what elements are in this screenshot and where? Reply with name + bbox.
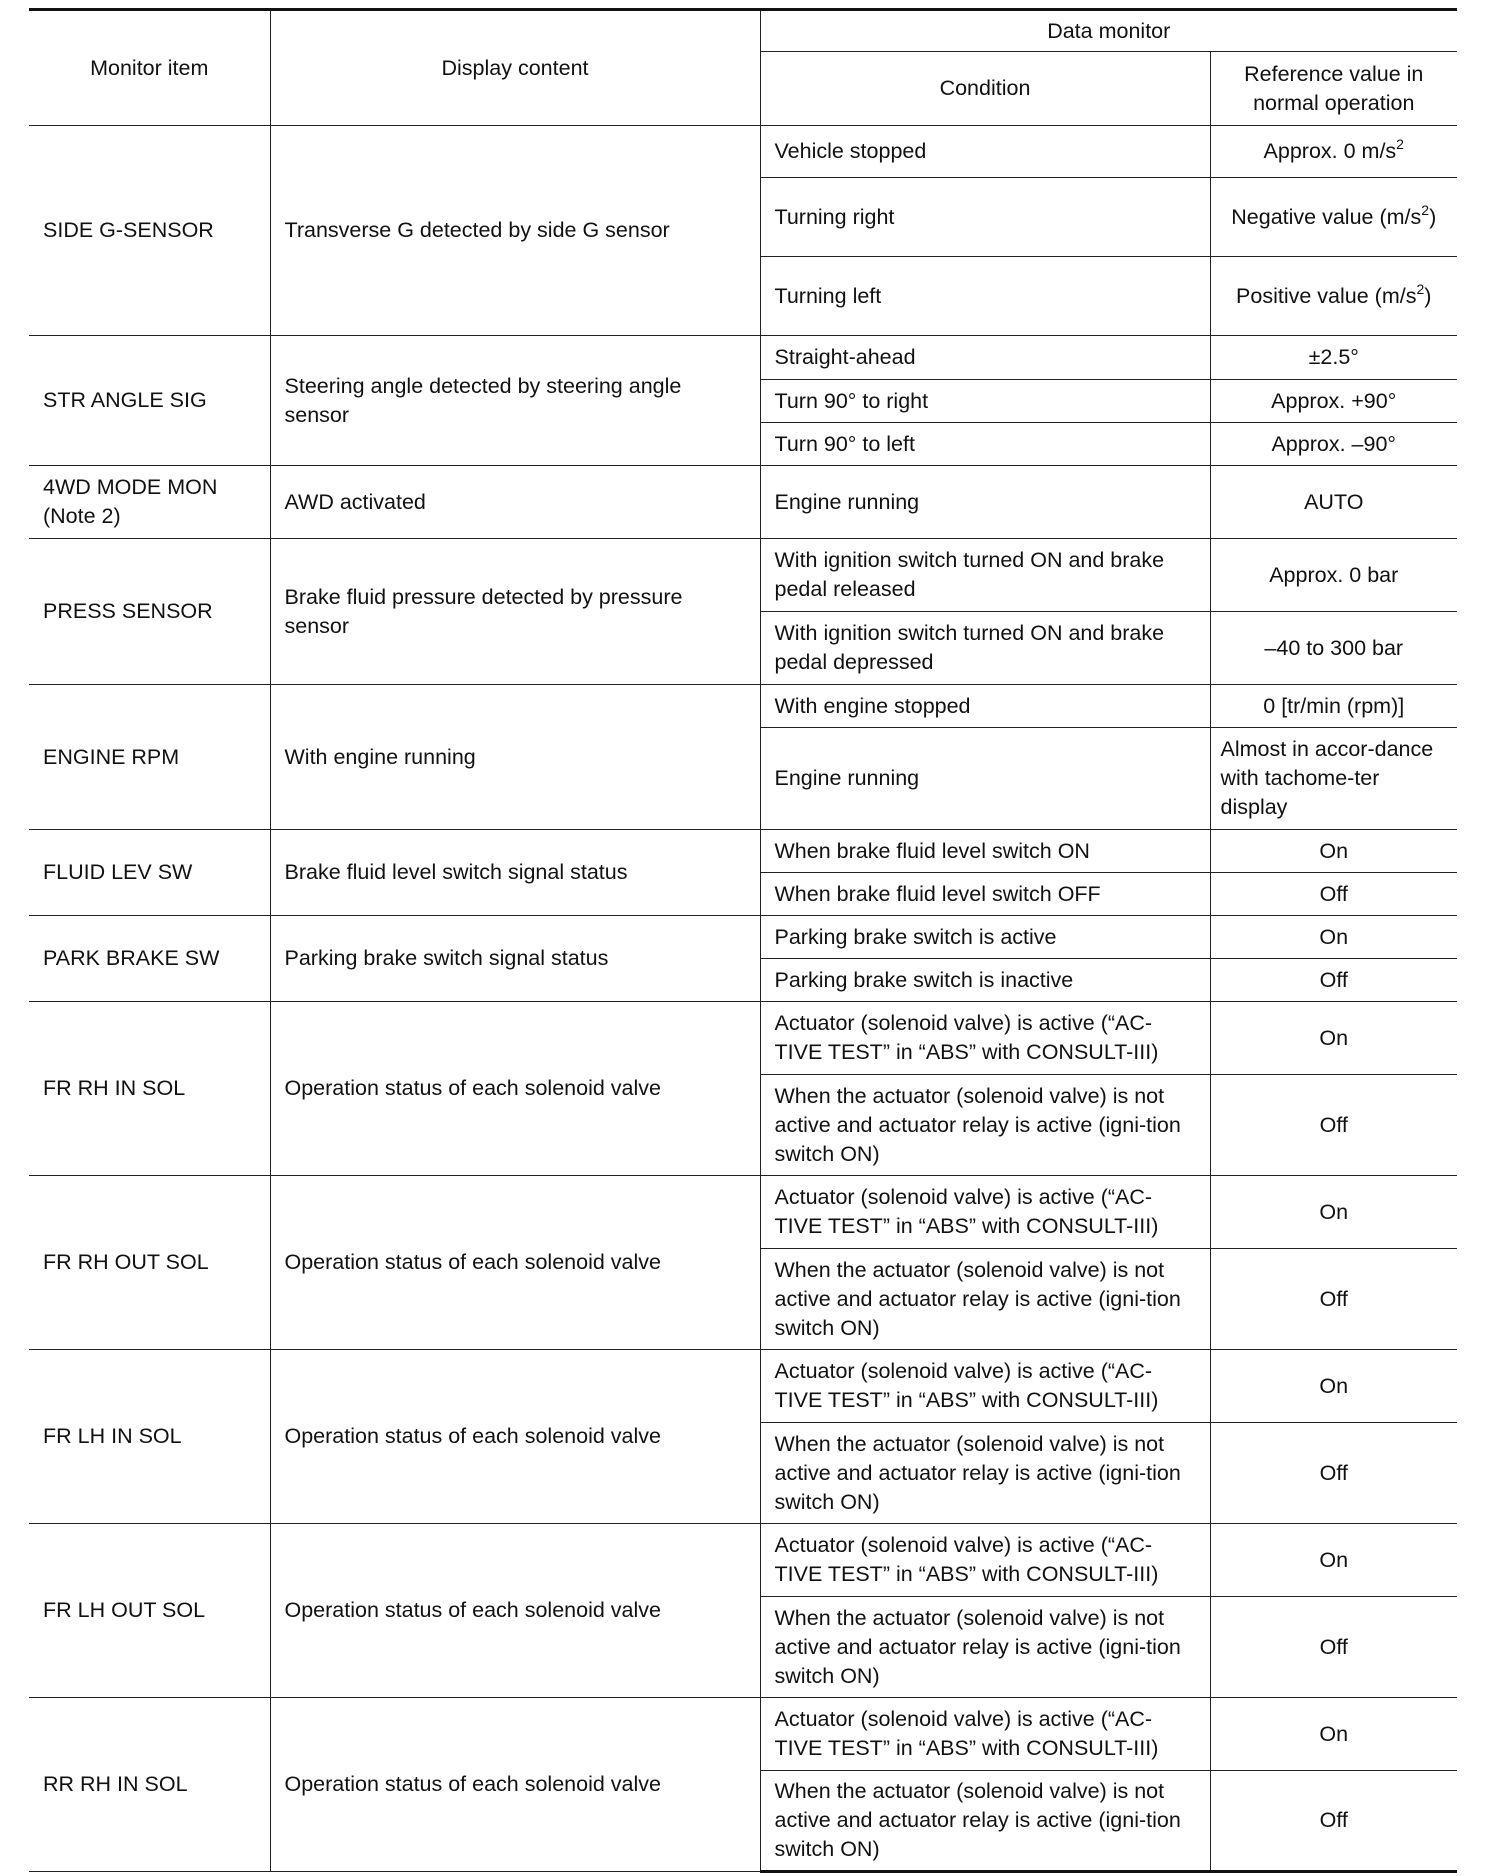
condition-cell: Turning left: [760, 257, 1210, 336]
reference-value-cell: Almost in accor-dance with tachome-ter display: [1210, 728, 1457, 830]
condition-cell: When the actuator (solenoid valve) is not active and actuator relay is active (igni-tion switch ON): [760, 1423, 1210, 1524]
table-row: [29, 466, 1457, 539]
table-row: [29, 539, 1457, 612]
reference-value-cell: 0 [tr/min (rpm)]: [1210, 685, 1457, 728]
display-content-cell: Operation status of each solenoid valve: [270, 1176, 760, 1350]
header-data-monitor: Data monitor: [760, 10, 1457, 52]
reference-value-cell: Approx. –90°: [1210, 423, 1457, 466]
condition-cell: Straight-ahead: [760, 336, 1210, 380]
reference-value-cell: On: [1210, 916, 1457, 959]
table-row: [29, 1350, 1457, 1423]
reference-value-cell: –40 to 300 bar: [1210, 612, 1457, 685]
table-row: [29, 336, 1457, 380]
condition-cell: Parking brake switch is active: [760, 916, 1210, 959]
condition-cell: When the actuator (solenoid valve) is not active and actuator relay is active (igni-tion switch ON): [760, 1075, 1210, 1176]
condition-cell: Vehicle stopped: [760, 126, 1210, 178]
reference-value-cell: Negative value $(m/s^2)$: [1210, 178, 1457, 257]
reference-value-cell: Approx. 0 $m/s^2$: [1210, 126, 1457, 178]
condition-cell: Turn 90° to left: [760, 423, 1210, 466]
condition-cell: With ignition switch turned ON and brake pedal released: [760, 539, 1210, 612]
monitor-item-cell: STR ANGLE SIG: [29, 336, 270, 466]
display-content-cell: Brake fluid pressure detected by pressure sensor: [270, 539, 760, 685]
monitor-item-cell: ENGINE RPM: [29, 685, 270, 830]
table-row: [29, 1002, 1457, 1075]
reference-value-cell: ±2.5°: [1210, 336, 1457, 380]
reference-value-cell: Approx. 0 bar: [1210, 539, 1457, 612]
reference-value-cell: Approx. +90°: [1210, 380, 1457, 423]
condition-cell: With ignition switch turned ON and brake pedal depressed: [760, 612, 1210, 685]
condition-cell: When the actuator (solenoid valve) is not active and actuator relay is active (igni-tion switch ON): [760, 1771, 1210, 1872]
reference-value-cell: AUTO: [1210, 466, 1457, 539]
monitor-item-cell: RR RH IN SOL: [29, 1698, 270, 1872]
display-content-cell: Steering angle detected by steering angle sensor: [270, 336, 760, 466]
condition-cell: Turn 90° to right: [760, 380, 1210, 423]
condition-cell: When brake fluid level switch OFF: [760, 873, 1210, 916]
condition-cell: Engine running: [760, 466, 1210, 539]
display-content-cell: Parking brake switch signal status: [270, 916, 760, 1002]
monitor-item-cell: FR LH OUT SOL: [29, 1524, 270, 1698]
display-content-cell: Operation status of each solenoid valve: [270, 1698, 760, 1872]
display-content-cell: Operation status of each solenoid valve: [270, 1002, 760, 1176]
table-row: [29, 1524, 1457, 1597]
monitor-table: [29, 8, 1457, 1873]
reference-value-cell: Off: [1210, 873, 1457, 916]
reference-value-cell: On: [1210, 1350, 1457, 1423]
table-body: [29, 126, 1457, 1872]
condition-cell: When brake fluid level switch ON: [760, 830, 1210, 873]
header-condition: Condition: [760, 52, 1210, 126]
condition-cell: Engine running: [760, 728, 1210, 830]
condition-cell: Actuator (solenoid valve) is active (“AC-TIVE TEST” in “ABS” with CONSULT-III): [760, 1176, 1210, 1249]
monitor-item-cell: FR LH IN SOL: [29, 1350, 270, 1524]
condition-cell: Actuator (solenoid valve) is active (“AC-TIVE TEST” in “ABS” with CONSULT-III): [760, 1350, 1210, 1423]
table-row: [29, 830, 1457, 873]
reference-value-cell: On: [1210, 1176, 1457, 1249]
condition-cell: When the actuator (solenoid valve) is not active and actuator relay is active (igni-tion switch ON): [760, 1249, 1210, 1350]
table-row: [29, 1698, 1457, 1771]
superscript: 2: [1421, 201, 1430, 218]
table-row: [29, 126, 1457, 178]
table-row: [29, 1176, 1457, 1249]
condition-cell: Actuator (solenoid valve) is active (“AC-TIVE TEST” in “ABS” with CONSULT-III): [760, 1002, 1210, 1075]
display-content-cell: AWD activated: [270, 466, 760, 539]
reference-value-cell: On: [1210, 1002, 1457, 1075]
table-row: [29, 916, 1457, 959]
monitor-item-cell: 4WD MODE MON (Note 2): [29, 466, 270, 539]
monitor-item-cell: SIDE G-SENSOR: [29, 126, 270, 336]
condition-cell: Actuator (solenoid valve) is active (“AC-TIVE TEST” in “ABS” with CONSULT-III): [760, 1698, 1210, 1771]
monitor-item-cell: FR RH OUT SOL: [29, 1176, 270, 1350]
display-content-cell: Operation status of each solenoid valve: [270, 1350, 760, 1524]
reference-value-cell: Off: [1210, 1771, 1457, 1872]
display-content-cell: Operation status of each solenoid valve: [270, 1524, 760, 1698]
header-display-content: Display content: [270, 10, 760, 126]
superscript: 2: [1416, 280, 1425, 297]
monitor-item-cell: FR RH IN SOL: [29, 1002, 270, 1176]
condition-cell: Actuator (solenoid valve) is active (“AC-TIVE TEST” in “ABS” with CONSULT-III): [760, 1524, 1210, 1597]
reference-value-cell: On: [1210, 1698, 1457, 1771]
monitor-item-cell: FLUID LEV SW: [29, 830, 270, 916]
condition-cell: When the actuator (solenoid valve) is not active and actuator relay is active (igni-tion switch ON): [760, 1597, 1210, 1698]
header-reference-value: Reference value in normal operation: [1210, 52, 1457, 126]
display-content-cell: Brake fluid level switch signal status: [270, 830, 760, 916]
display-content-cell: With engine running: [270, 685, 760, 830]
superscript: 2: [1396, 136, 1404, 152]
monitor-table-container: [29, 8, 1457, 1873]
monitor-item-cell: PARK BRAKE SW: [29, 916, 270, 1002]
header-monitor-item: Monitor item: [29, 10, 270, 126]
condition-cell: With engine stopped: [760, 685, 1210, 728]
condition-cell: Turning right: [760, 178, 1210, 257]
reference-value-cell: Off: [1210, 1075, 1457, 1176]
condition-cell: Parking brake switch is inactive: [760, 959, 1210, 1002]
reference-value-cell: On: [1210, 1524, 1457, 1597]
reference-value-cell: Off: [1210, 1597, 1457, 1698]
monitor-item-cell: PRESS SENSOR: [29, 539, 270, 685]
reference-value-cell: On: [1210, 830, 1457, 873]
reference-value-cell: Positive value $(m/s^2)$: [1210, 257, 1457, 336]
table-row: [29, 685, 1457, 728]
reference-value-cell: Off: [1210, 1249, 1457, 1350]
display-content-cell: Transverse G detected by side G sensor: [270, 126, 760, 336]
reference-value-cell: Off: [1210, 959, 1457, 1002]
reference-value-cell: Off: [1210, 1423, 1457, 1524]
